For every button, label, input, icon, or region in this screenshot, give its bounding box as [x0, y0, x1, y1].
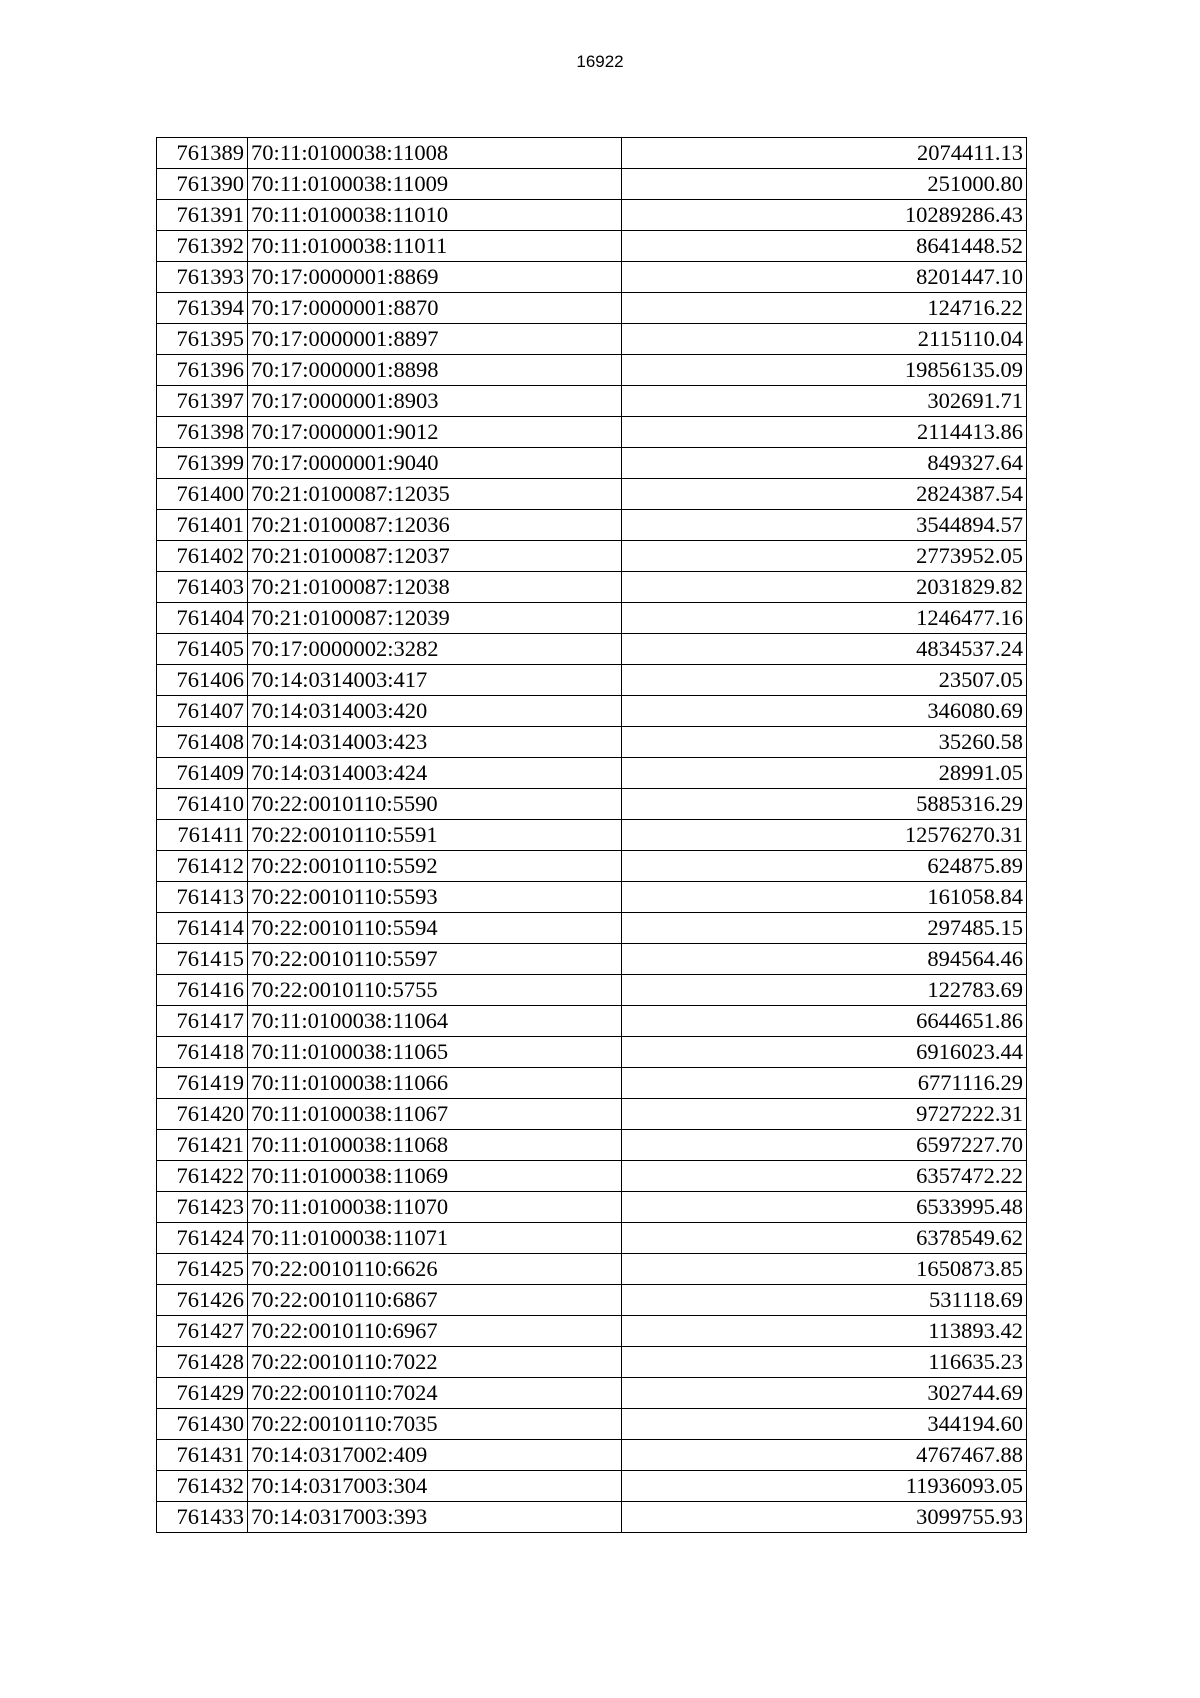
cadastral-number: 70:22:0010110:6867	[248, 1285, 622, 1316]
table-row	[157, 355, 1027, 386]
cadastral-number: 70:17:0000001:9040	[248, 448, 622, 479]
row-number: 761432	[157, 1471, 248, 1502]
cadastral-value: 161058.84	[622, 882, 1027, 913]
row-number: 761423	[157, 1192, 248, 1223]
table-row	[157, 1471, 1027, 1502]
cadastral-value: 10289286.43	[622, 200, 1027, 231]
cadastral-value: 6771116.29	[622, 1068, 1027, 1099]
cadastral-number: 70:21:0100087:12035	[248, 479, 622, 510]
table-row	[157, 541, 1027, 572]
cadastral-number: 70:14:0317003:393	[248, 1502, 622, 1533]
row-number: 761410	[157, 789, 248, 820]
row-number: 761430	[157, 1409, 248, 1440]
cadastral-number: 70:17:0000001:8903	[248, 386, 622, 417]
row-number: 761433	[157, 1502, 248, 1533]
cadastral-number: 70:14:0314003:420	[248, 696, 622, 727]
cadastral-number: 70:22:0010110:5590	[248, 789, 622, 820]
row-number: 761407	[157, 696, 248, 727]
row-number: 761393	[157, 262, 248, 293]
row-number: 761409	[157, 758, 248, 789]
cadastral-number: 70:11:0100038:11011	[248, 231, 622, 262]
cadastral-value: 6597227.70	[622, 1130, 1027, 1161]
cadastral-value: 6533995.48	[622, 1192, 1027, 1223]
cadastral-number: 70:22:0010110:5594	[248, 913, 622, 944]
cadastral-value: 346080.69	[622, 696, 1027, 727]
cadastral-value: 23507.05	[622, 665, 1027, 696]
row-number: 761397	[157, 386, 248, 417]
cadastral-value: 6916023.44	[622, 1037, 1027, 1068]
cadastral-value: 1246477.16	[622, 603, 1027, 634]
row-number: 761400	[157, 479, 248, 510]
row-number: 761421	[157, 1130, 248, 1161]
cadastral-value: 3544894.57	[622, 510, 1027, 541]
cadastral-value: 3099755.93	[622, 1502, 1027, 1533]
row-number: 761431	[157, 1440, 248, 1471]
cadastral-value: 2074411.13	[622, 138, 1027, 169]
cadastral-number: 70:22:0010110:5592	[248, 851, 622, 882]
row-number: 761425	[157, 1254, 248, 1285]
table-row	[157, 603, 1027, 634]
cadastral-number: 70:14:0317003:304	[248, 1471, 622, 1502]
row-number: 761389	[157, 138, 248, 169]
table-row	[157, 1223, 1027, 1254]
cadastral-number: 70:11:0100038:11068	[248, 1130, 622, 1161]
cadastral-value-table	[156, 137, 1027, 1533]
cadastral-number: 70:11:0100038:11071	[248, 1223, 622, 1254]
row-number: 761414	[157, 913, 248, 944]
row-number: 761392	[157, 231, 248, 262]
row-number: 761411	[157, 820, 248, 851]
cadastral-number: 70:17:0000001:8870	[248, 293, 622, 324]
cadastral-value: 6357472.22	[622, 1161, 1027, 1192]
cadastral-value: 19856135.09	[622, 355, 1027, 386]
cadastral-value: 6644651.86	[622, 1006, 1027, 1037]
cadastral-number: 70:21:0100087:12036	[248, 510, 622, 541]
cadastral-number: 70:17:0000001:9012	[248, 417, 622, 448]
cadastral-number: 70:22:0010110:5593	[248, 882, 622, 913]
cadastral-value: 344194.60	[622, 1409, 1027, 1440]
cadastral-number: 70:21:0100087:12039	[248, 603, 622, 634]
row-number: 761402	[157, 541, 248, 572]
cadastral-value: 531118.69	[622, 1285, 1027, 1316]
table-row	[157, 851, 1027, 882]
table-row	[157, 944, 1027, 975]
cadastral-number: 70:22:0010110:7035	[248, 1409, 622, 1440]
table-row	[157, 1409, 1027, 1440]
table-row	[157, 1099, 1027, 1130]
cadastral-value: 124716.22	[622, 293, 1027, 324]
cadastral-number: 70:22:0010110:6967	[248, 1316, 622, 1347]
cadastral-number: 70:11:0100038:11008	[248, 138, 622, 169]
table-row	[157, 324, 1027, 355]
cadastral-value: 122783.69	[622, 975, 1027, 1006]
table-row	[157, 1316, 1027, 1347]
cadastral-number: 70:11:0100038:11065	[248, 1037, 622, 1068]
row-number: 761424	[157, 1223, 248, 1254]
table-row	[157, 386, 1027, 417]
cadastral-number: 70:22:0010110:7022	[248, 1347, 622, 1378]
row-number: 761401	[157, 510, 248, 541]
cadastral-value: 11936093.05	[622, 1471, 1027, 1502]
row-number: 761427	[157, 1316, 248, 1347]
cadastral-value: 4767467.88	[622, 1440, 1027, 1471]
table-row	[157, 913, 1027, 944]
row-number: 761429	[157, 1378, 248, 1409]
cadastral-value: 2115110.04	[622, 324, 1027, 355]
cadastral-value: 894564.46	[622, 944, 1027, 975]
table-row	[157, 634, 1027, 665]
cadastral-value: 302744.69	[622, 1378, 1027, 1409]
table-row	[157, 1502, 1027, 1533]
row-number: 761415	[157, 944, 248, 975]
table-row	[157, 1378, 1027, 1409]
table-row	[157, 665, 1027, 696]
row-number: 761413	[157, 882, 248, 913]
table-row	[157, 448, 1027, 479]
table-body	[157, 138, 1027, 1533]
row-number: 761406	[157, 665, 248, 696]
cadastral-value: 9727222.31	[622, 1099, 1027, 1130]
table-row	[157, 169, 1027, 200]
cadastral-value: 6378549.62	[622, 1223, 1027, 1254]
row-number: 761422	[157, 1161, 248, 1192]
table-row	[157, 1192, 1027, 1223]
row-number: 761419	[157, 1068, 248, 1099]
row-number: 761390	[157, 169, 248, 200]
table-row	[157, 293, 1027, 324]
cadastral-value: 35260.58	[622, 727, 1027, 758]
cadastral-number: 70:11:0100038:11070	[248, 1192, 622, 1223]
table-row	[157, 1347, 1027, 1378]
cadastral-value: 2824387.54	[622, 479, 1027, 510]
table-row	[157, 1254, 1027, 1285]
table-row	[157, 1285, 1027, 1316]
table-row	[157, 820, 1027, 851]
cadastral-number: 70:14:0314003:423	[248, 727, 622, 758]
table-row	[157, 1037, 1027, 1068]
cadastral-number: 70:17:0000001:8898	[248, 355, 622, 386]
row-number: 761416	[157, 975, 248, 1006]
cadastral-value: 113893.42	[622, 1316, 1027, 1347]
cadastral-number: 70:14:0314003:424	[248, 758, 622, 789]
table-row	[157, 231, 1027, 262]
cadastral-value: 849327.64	[622, 448, 1027, 479]
cadastral-number: 70:14:0314003:417	[248, 665, 622, 696]
cadastral-number: 70:14:0317002:409	[248, 1440, 622, 1471]
cadastral-number: 70:11:0100038:11069	[248, 1161, 622, 1192]
row-number: 761405	[157, 634, 248, 665]
row-number: 761428	[157, 1347, 248, 1378]
cadastral-number: 70:22:0010110:5755	[248, 975, 622, 1006]
cadastral-number: 70:17:0000001:8869	[248, 262, 622, 293]
cadastral-value: 2773952.05	[622, 541, 1027, 572]
table-row	[157, 882, 1027, 913]
row-number: 761426	[157, 1285, 248, 1316]
row-number: 761404	[157, 603, 248, 634]
table-row	[157, 789, 1027, 820]
cadastral-value: 116635.23	[622, 1347, 1027, 1378]
row-number: 761396	[157, 355, 248, 386]
row-number: 761403	[157, 572, 248, 603]
table-row	[157, 417, 1027, 448]
table-row	[157, 696, 1027, 727]
cadastral-value: 302691.71	[622, 386, 1027, 417]
row-number: 761418	[157, 1037, 248, 1068]
cadastral-number: 70:21:0100087:12037	[248, 541, 622, 572]
row-number: 761417	[157, 1006, 248, 1037]
table-row	[157, 758, 1027, 789]
cadastral-number: 70:17:0000001:8897	[248, 324, 622, 355]
cadastral-value: 8641448.52	[622, 231, 1027, 262]
row-number: 761398	[157, 417, 248, 448]
cadastral-number: 70:11:0100038:11064	[248, 1006, 622, 1037]
cadastral-number: 70:11:0100038:11067	[248, 1099, 622, 1130]
row-number: 761394	[157, 293, 248, 324]
page-number: 16922	[576, 52, 624, 71]
table-row	[157, 200, 1027, 231]
table-row	[157, 1068, 1027, 1099]
table-row	[157, 975, 1027, 1006]
cadastral-value: 297485.15	[622, 913, 1027, 944]
cadastral-value: 8201447.10	[622, 262, 1027, 293]
cadastral-value: 28991.05	[622, 758, 1027, 789]
table-row	[157, 479, 1027, 510]
table-row	[157, 572, 1027, 603]
cadastral-number: 70:22:0010110:6626	[248, 1254, 622, 1285]
row-number: 761420	[157, 1099, 248, 1130]
table-row	[157, 138, 1027, 169]
table-row	[157, 510, 1027, 541]
cadastral-number: 70:11:0100038:11010	[248, 200, 622, 231]
table-row	[157, 1440, 1027, 1471]
cadastral-value: 251000.80	[622, 169, 1027, 200]
row-number: 761395	[157, 324, 248, 355]
cadastral-number: 70:22:0010110:5591	[248, 820, 622, 851]
cadastral-number: 70:11:0100038:11009	[248, 169, 622, 200]
cadastral-value: 2114413.86	[622, 417, 1027, 448]
row-number: 761399	[157, 448, 248, 479]
cadastral-number: 70:22:0010110:7024	[248, 1378, 622, 1409]
table-row	[157, 1130, 1027, 1161]
cadastral-value: 5885316.29	[622, 789, 1027, 820]
table-row	[157, 727, 1027, 758]
cadastral-number: 70:21:0100087:12038	[248, 572, 622, 603]
row-number: 761412	[157, 851, 248, 882]
cadastral-number: 70:11:0100038:11066	[248, 1068, 622, 1099]
cadastral-value: 2031829.82	[622, 572, 1027, 603]
cadastral-value: 624875.89	[622, 851, 1027, 882]
cadastral-value: 4834537.24	[622, 634, 1027, 665]
row-number: 761408	[157, 727, 248, 758]
cadastral-number: 70:22:0010110:5597	[248, 944, 622, 975]
row-number: 761391	[157, 200, 248, 231]
table-row	[157, 1161, 1027, 1192]
cadastral-value: 1650873.85	[622, 1254, 1027, 1285]
cadastral-value: 12576270.31	[622, 820, 1027, 851]
table-row	[157, 262, 1027, 293]
table-row	[157, 1006, 1027, 1037]
cadastral-number: 70:17:0000002:3282	[248, 634, 622, 665]
